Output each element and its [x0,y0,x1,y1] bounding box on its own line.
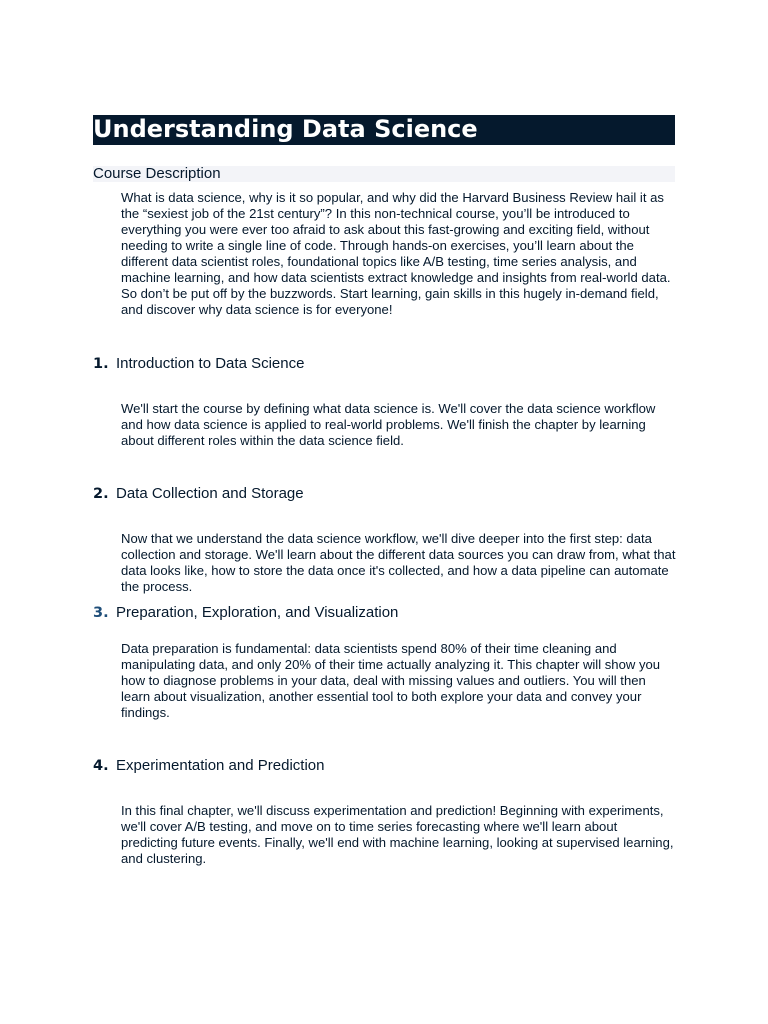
chapter-1-number: 1. [93,356,109,372]
chapter-2-title: Data Collection and Storage [116,485,304,502]
course-description-text: What is data science, why is it so popular, and why did the Harvard Business Review hail it as the “sexiest job of the 21st century”? In this non-technical course, you’ll be introduced to everything you were ever too afraid to ask about this fast-growing and exciting field, without needing to write a single line of code. Through hands-on exercises, you’ll learn about the different data scientist roles, foundational topics like A/B testing, time series analysis, and machine learning, and how data scientists extract knowledge and insights from real-world data. So don’t be put off by the buzzwords. Start learning, gain skills in this hugely in-demand field, and discover why data science is for everyone! [121,190,671,317]
chapter-1-heading [93,354,304,374]
chapter-2-heading [93,484,304,504]
chapter-4-title: Experimentation and Prediction [116,757,325,774]
chapter-3-description: Data preparation is fundamental: data scientists spend 80% of their time cleaning and manipulating data, and only 20% of their time actually analyzing it. This chapter will show you how to diagnose problems in your data, deal with missing values and outliers. You will then learn about visualization, another essential tool to both explore your data and convey your findings. [121,641,661,720]
chapter-1-description: We'll start the course by defining what data science is. We'll cover the data science workflow and how data science is applied to real-world problems. We'll finish the chapter by learning about different roles within the data science field. [121,401,656,448]
page-title: Understanding Data Science [93,115,478,143]
chapter-3-title: Preparation, Exploration, and Visualization [116,604,399,621]
chapter-2-description: Now that we understand the data science workflow, we'll dive deeper into the first step: data collection and storage. We'll learn about the different data sources you can draw from, what that data looks like, how to store the data once it's collected, and how a data pipeline can automate the process. [121,531,676,594]
chapter-4-heading [93,756,324,776]
chapter-3-heading [93,603,398,623]
course-description-heading: Course Description [93,165,221,182]
chapter-2-number: 2. [93,486,109,502]
chapter-1-title: Introduction to Data Science [116,355,305,372]
chapter-3-number: 3. [93,605,109,621]
chapter-4-number: 4. [93,758,109,774]
chapter-4-description: In this final chapter, we'll discuss experimentation and prediction! Beginning with experiments, we'll cover A/B testing, and move on to time series forecasting where we'll learn about predicting future events. Finally, we'll end with machine learning, looking at supervised learning, and clustering. [121,803,674,866]
